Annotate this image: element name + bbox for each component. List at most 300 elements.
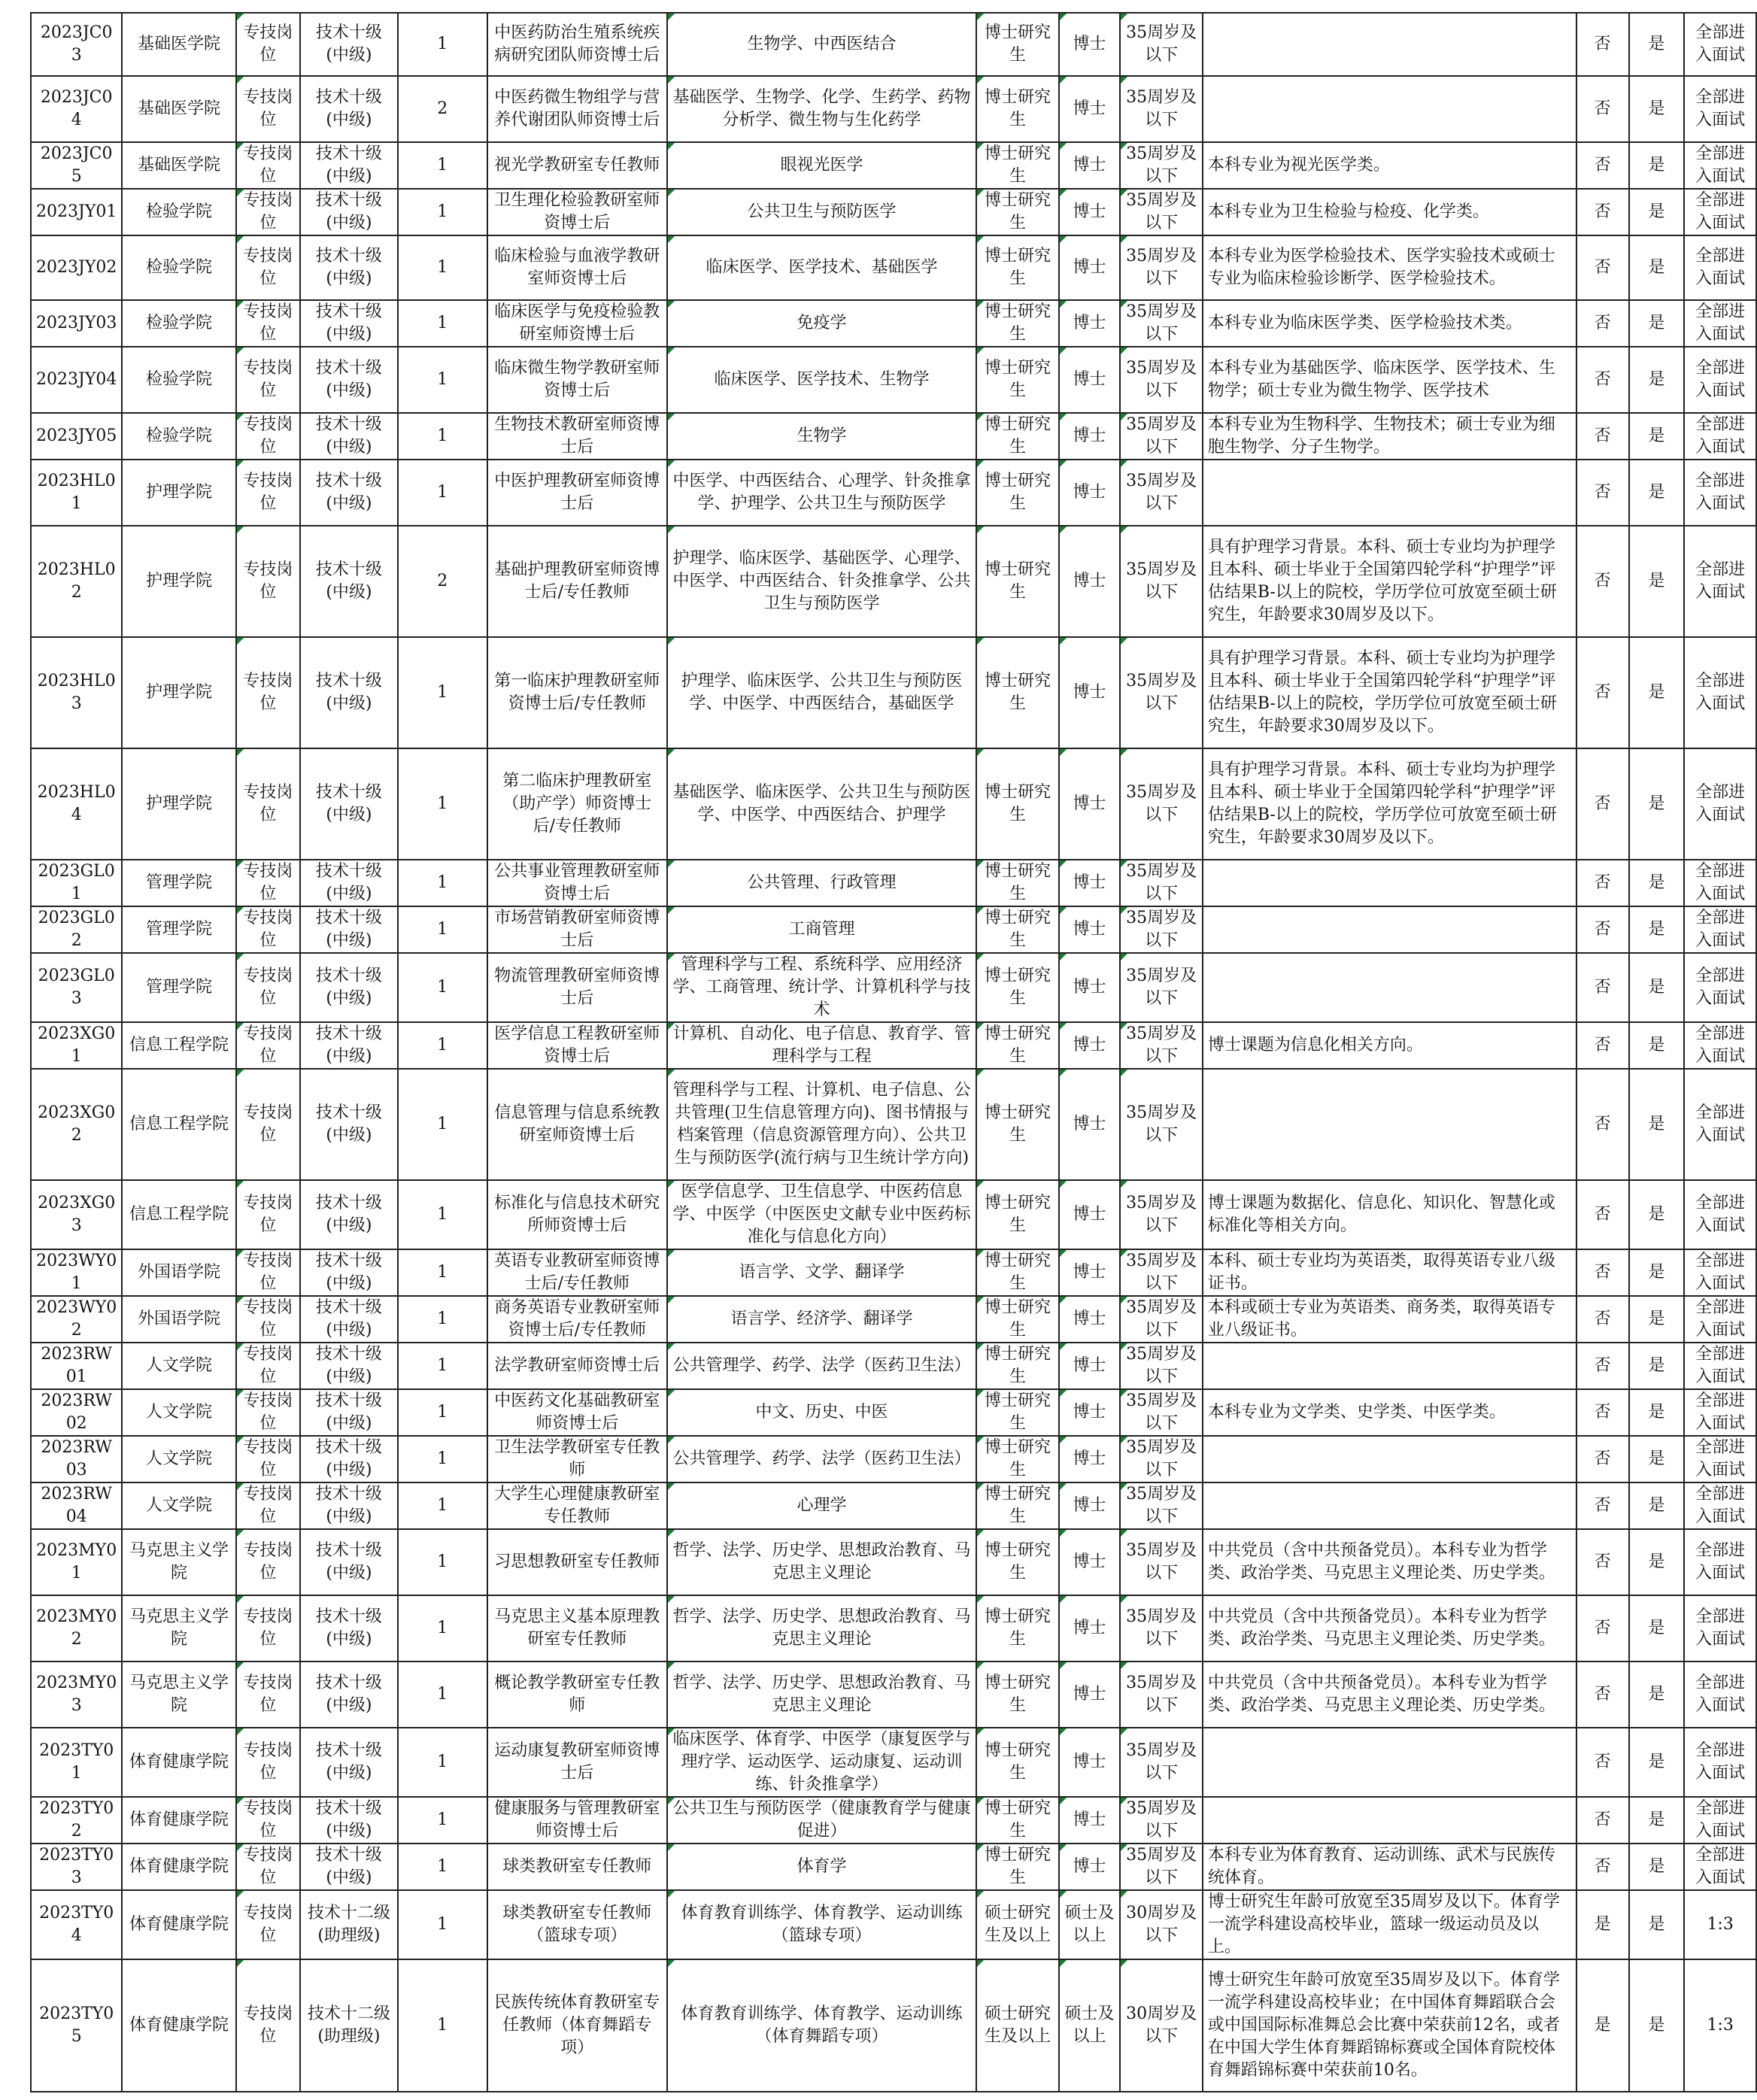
table-row: [31, 413, 1756, 460]
post-level-cell: 技术十级(中级): [300, 347, 397, 413]
table-row: [31, 1249, 1756, 1296]
age-requirement-cell: 35周岁及以下: [1120, 1022, 1202, 1069]
position-name-cell: 马克思主义基本原理教研室专任教师: [487, 1595, 667, 1661]
position-name-cell: 生物技术教研室师资博士后: [487, 413, 667, 460]
position-code-cell: 2023RW03: [31, 1436, 122, 1482]
post-level-cell: 技术十级(中级): [300, 1343, 397, 1389]
college-cell: 护理学院: [122, 748, 235, 860]
interview-cell: 是: [1629, 1844, 1685, 1890]
major-requirement-cell: 中医学、中西医结合、心理学、针灸推拿学、护理学、公共卫生与预防医学: [667, 460, 977, 526]
post-type-cell: 专技岗位: [236, 1797, 301, 1844]
interview-ratio-cell: 全部进入面试: [1684, 1844, 1756, 1890]
written-exam-cell: 否: [1576, 76, 1629, 142]
post-type-cell: 专技岗位: [236, 860, 301, 906]
interview-cell: 是: [1629, 235, 1685, 300]
interview-ratio-cell: 全部进入面试: [1684, 76, 1756, 142]
interview-ratio-cell: 全部进入面试: [1684, 1343, 1756, 1389]
written-exam-cell: 否: [1576, 906, 1629, 953]
education-cell: 博士研究生: [976, 13, 1058, 76]
college-cell: 人文学院: [122, 1436, 235, 1482]
written-exam-cell: 否: [1576, 1389, 1629, 1436]
written-exam-cell: 否: [1576, 413, 1629, 460]
age-requirement-cell: 35周岁及以下: [1120, 637, 1202, 748]
post-type-cell: 专技岗位: [236, 235, 301, 300]
hiring-count-cell: 1: [398, 413, 487, 460]
post-type-cell: 专技岗位: [236, 1296, 301, 1343]
post-level-cell: 技术十级(中级): [300, 1595, 397, 1661]
post-level-cell: 技术十级(中级): [300, 748, 397, 860]
written-exam-cell: 否: [1576, 1844, 1629, 1890]
other-requirements-cell: 本科专业为临床医学类、医学检验技术类。: [1203, 300, 1576, 347]
written-exam-cell: 否: [1576, 1069, 1629, 1180]
post-level-cell: 技术十级(中级): [300, 413, 397, 460]
post-type-cell: 专技岗位: [236, 1482, 301, 1529]
post-type-cell: 专技岗位: [236, 1661, 301, 1728]
position-code-cell: 2023HL02: [31, 526, 122, 637]
position-name-cell: 英语专业教研室师资博士后/专任教师: [487, 1249, 667, 1296]
other-requirements-cell: 本科专业为生物科学、生物技术；硕士专业为细胞生物学、分子生物学。: [1203, 413, 1576, 460]
post-type-cell: 专技岗位: [236, 1022, 301, 1069]
education-cell: 博士研究生: [976, 1797, 1058, 1844]
hiring-count-cell: 1: [398, 1595, 487, 1661]
position-code-cell: 2023HL01: [31, 460, 122, 526]
written-exam-cell: 否: [1576, 460, 1629, 526]
table-row: [31, 235, 1756, 300]
hiring-count-cell: 1: [398, 748, 487, 860]
interview-ratio-cell: 全部进入面试: [1684, 1661, 1756, 1728]
college-cell: 人文学院: [122, 1482, 235, 1529]
major-requirement-cell: 护理学、临床医学、基础医学、心理学、中医学、中西医结合、针灸推拿学、公共卫生与预防医学: [667, 526, 977, 637]
college-cell: 检验学院: [122, 235, 235, 300]
age-requirement-cell: 30周岁及以下: [1120, 1890, 1202, 1959]
college-cell: 检验学院: [122, 300, 235, 347]
other-requirements-cell: [1203, 13, 1576, 76]
post-level-cell: 技术十级(中级): [300, 1180, 397, 1249]
degree-cell: 博士: [1059, 1389, 1121, 1436]
written-exam-cell: 否: [1576, 1249, 1629, 1296]
position-code-cell: 2023HL04: [31, 748, 122, 860]
post-type-cell: 专技岗位: [236, 1595, 301, 1661]
written-exam-cell: 是: [1576, 1959, 1629, 2092]
education-cell: 博士研究生: [976, 1728, 1058, 1797]
degree-cell: 博士: [1059, 1595, 1121, 1661]
position-name-cell: 概论教学教研室专任教师: [487, 1661, 667, 1728]
degree-cell: 博士: [1059, 1797, 1121, 1844]
hiring-count-cell: 1: [398, 1343, 487, 1389]
interview-cell: 是: [1629, 1661, 1685, 1728]
interview-ratio-cell: 1:3: [1684, 1959, 1756, 2092]
position-name-cell: 习思想教研室专任教师: [487, 1529, 667, 1595]
education-cell: 博士研究生: [976, 637, 1058, 748]
position-name-cell: 市场营销教研室师资博士后: [487, 906, 667, 953]
position-name-cell: 球类教研室专任教师: [487, 1844, 667, 1890]
position-code-cell: 2023RW02: [31, 1389, 122, 1436]
other-requirements-cell: [1203, 953, 1576, 1022]
interview-cell: 是: [1629, 1249, 1685, 1296]
major-requirement-cell: 眼视光医学: [667, 142, 977, 189]
interview-cell: 是: [1629, 1959, 1685, 2092]
hiring-count-cell: 1: [398, 142, 487, 189]
hiring-count-cell: 1: [398, 235, 487, 300]
major-requirement-cell: 工商管理: [667, 906, 977, 953]
degree-cell: 博士: [1059, 860, 1121, 906]
post-type-cell: 专技岗位: [236, 460, 301, 526]
major-requirement-cell: 哲学、法学、历史学、思想政治教育、马克思主义理论: [667, 1529, 977, 1595]
position-name-cell: 卫生理化检验教研室师资博士后: [487, 189, 667, 235]
degree-cell: 博士: [1059, 1180, 1121, 1249]
interview-cell: 是: [1629, 76, 1685, 142]
table-row: [31, 1482, 1756, 1529]
post-type-cell: 专技岗位: [236, 300, 301, 347]
written-exam-cell: 否: [1576, 1797, 1629, 1844]
position-code-cell: 2023WY02: [31, 1296, 122, 1343]
college-cell: 护理学院: [122, 637, 235, 748]
degree-cell: 博士: [1059, 413, 1121, 460]
written-exam-cell: 否: [1576, 300, 1629, 347]
interview-cell: 是: [1629, 1022, 1685, 1069]
post-type-cell: 专技岗位: [236, 1249, 301, 1296]
degree-cell: 博士: [1059, 637, 1121, 748]
table-row: [31, 1844, 1756, 1890]
major-requirement-cell: 生物学: [667, 413, 977, 460]
major-requirement-cell: 体育教育训练学、体育教学、运动训练（篮球专项）: [667, 1890, 977, 1959]
position-name-cell: 医学信息工程教研室师资博士后: [487, 1022, 667, 1069]
position-code-cell: 2023GL01: [31, 860, 122, 906]
hiring-count-cell: 1: [398, 1389, 487, 1436]
major-requirement-cell: 公共管理学、药学、法学（医药卫生法）: [667, 1343, 977, 1389]
position-name-cell: 信息管理与信息系统教研室师资博士后: [487, 1069, 667, 1180]
position-name-cell: 球类教研室专任教师（篮球专项）: [487, 1890, 667, 1959]
position-name-cell: 健康服务与管理教研室师资博士后: [487, 1797, 667, 1844]
post-level-cell: 技术十级(中级): [300, 235, 397, 300]
post-level-cell: 技术十级(中级): [300, 460, 397, 526]
other-requirements-cell: 博士课题为信息化相关方向。: [1203, 1022, 1576, 1069]
post-type-cell: 专技岗位: [236, 1436, 301, 1482]
degree-cell: 博士: [1059, 460, 1121, 526]
post-level-cell: 技术十二级(助理级): [300, 1890, 397, 1959]
degree-cell: 博士: [1059, 76, 1121, 142]
college-cell: 管理学院: [122, 860, 235, 906]
table-row: [31, 1890, 1756, 1959]
other-requirements-cell: [1203, 460, 1576, 526]
degree-cell: 博士: [1059, 1436, 1121, 1482]
post-level-cell: 技术十级(中级): [300, 189, 397, 235]
hiring-count-cell: 1: [398, 347, 487, 413]
college-cell: 人文学院: [122, 1343, 235, 1389]
major-requirement-cell: 心理学: [667, 1482, 977, 1529]
college-cell: 人文学院: [122, 1389, 235, 1436]
post-type-cell: 专技岗位: [236, 1890, 301, 1959]
position-code-cell: 2023GL02: [31, 906, 122, 953]
written-exam-cell: 否: [1576, 1728, 1629, 1797]
written-exam-cell: 否: [1576, 1296, 1629, 1343]
other-requirements-cell: 博士研究生年龄可放宽至35周岁及以下。体育学一流学科建设高校毕业；在中国体育舞蹈联合会或中国国际标准舞总会比赛中荣获前12名，或者在中国大学生体育舞蹈锦标赛或全国体育院校体育舞蹈锦标赛中荣获前10名。: [1203, 1959, 1576, 2092]
interview-ratio-cell: 全部进入面试: [1684, 860, 1756, 906]
age-requirement-cell: 35周岁及以下: [1120, 235, 1202, 300]
other-requirements-cell: 本科或硕士专业为英语类、商务类，取得英语专业八级证书。: [1203, 1296, 1576, 1343]
major-requirement-cell: 临床医学、医学技术、基础医学: [667, 235, 977, 300]
degree-cell: 博士: [1059, 953, 1121, 1022]
post-level-cell: 技术十二级(助理级): [300, 1959, 397, 2092]
interview-ratio-cell: 1:3: [1684, 1890, 1756, 1959]
major-requirement-cell: 管理科学与工程、系统科学、应用经济学、工商管理、统计学、计算机科学与技术: [667, 953, 977, 1022]
age-requirement-cell: 35周岁及以下: [1120, 748, 1202, 860]
post-level-cell: 技术十级(中级): [300, 526, 397, 637]
education-cell: 博士研究生: [976, 413, 1058, 460]
post-type-cell: 专技岗位: [236, 1728, 301, 1797]
other-requirements-cell: 具有护理学习背景。本科、硕士专业均为护理学且本科、硕士毕业于全国第四轮学科“护理学”评估结果B-以上的院校，学历学位可放宽至硕士研究生，年龄要求30周岁及以下。: [1203, 748, 1576, 860]
other-requirements-cell: [1203, 1436, 1576, 1482]
interview-ratio-cell: 全部进入面试: [1684, 1069, 1756, 1180]
other-requirements-cell: [1203, 76, 1576, 142]
degree-cell: 博士: [1059, 1844, 1121, 1890]
other-requirements-cell: 本科专业为卫生检验与检疫、化学类。: [1203, 189, 1576, 235]
degree-cell: 博士: [1059, 1661, 1121, 1728]
college-cell: 信息工程学院: [122, 1022, 235, 1069]
post-level-cell: 技术十级(中级): [300, 1797, 397, 1844]
education-cell: 博士研究生: [976, 76, 1058, 142]
interview-cell: 是: [1629, 860, 1685, 906]
post-type-cell: 专技岗位: [236, 142, 301, 189]
interview-ratio-cell: 全部进入面试: [1684, 1728, 1756, 1797]
other-requirements-cell: 中共党员（含中共预备党员）。本科专业为哲学类、政治学类、马克思主义理论类、历史学类。: [1203, 1529, 1576, 1595]
interview-cell: 是: [1629, 1389, 1685, 1436]
hiring-count-cell: 1: [398, 953, 487, 1022]
position-name-cell: 物流管理教研室师资博士后: [487, 953, 667, 1022]
interview-cell: 是: [1629, 1797, 1685, 1844]
post-level-cell: 技术十级(中级): [300, 1844, 397, 1890]
hiring-count-cell: 1: [398, 1661, 487, 1728]
table-row: [31, 953, 1756, 1022]
other-requirements-cell: 中共党员（含中共预备党员）。本科专业为哲学类、政治学类、马克思主义理论类、历史学类。: [1203, 1661, 1576, 1728]
position-name-cell: 临床检验与血液学教研室师资博士后: [487, 235, 667, 300]
major-requirement-cell: 管理科学与工程、计算机、电子信息、公共管理(卫生信息管理方向)、图书情报与档案管理（信息资源管理方向）、公共卫生与预防医学(流行病与卫生统计学方向): [667, 1069, 977, 1180]
post-level-cell: 技术十级(中级): [300, 1022, 397, 1069]
major-requirement-cell: 体育学: [667, 1844, 977, 1890]
position-code-cell: 2023MY01: [31, 1529, 122, 1595]
major-requirement-cell: 基础医学、临床医学、公共卫生与预防医学、中医学、中西医结合、护理学: [667, 748, 977, 860]
hiring-count-cell: 1: [398, 1180, 487, 1249]
education-cell: 博士研究生: [976, 1180, 1058, 1249]
written-exam-cell: 否: [1576, 1343, 1629, 1389]
college-cell: 信息工程学院: [122, 1069, 235, 1180]
hiring-count-cell: 1: [398, 189, 487, 235]
written-exam-cell: 否: [1576, 748, 1629, 860]
table-row: [31, 1436, 1756, 1482]
degree-cell: 硕士及以上: [1059, 1959, 1121, 2092]
age-requirement-cell: 35周岁及以下: [1120, 1389, 1202, 1436]
education-cell: 博士研究生: [976, 1249, 1058, 1296]
position-name-cell: 公共事业管理教研室师资博士后: [487, 860, 667, 906]
education-cell: 博士研究生: [976, 1595, 1058, 1661]
college-cell: 基础医学院: [122, 142, 235, 189]
interview-ratio-cell: 全部进入面试: [1684, 1529, 1756, 1595]
post-level-cell: 技术十级(中级): [300, 1482, 397, 1529]
interview-cell: 是: [1629, 906, 1685, 953]
post-level-cell: 技术十级(中级): [300, 860, 397, 906]
table-row: [31, 1389, 1756, 1436]
interview-ratio-cell: 全部进入面试: [1684, 235, 1756, 300]
degree-cell: 博士: [1059, 1296, 1121, 1343]
major-requirement-cell: 免疫学: [667, 300, 977, 347]
interview-cell: 是: [1629, 1343, 1685, 1389]
other-requirements-cell: [1203, 1069, 1576, 1180]
post-level-cell: 技术十级(中级): [300, 637, 397, 748]
position-name-cell: 基础护理教研室师资博士后/专任教师: [487, 526, 667, 637]
interview-ratio-cell: 全部进入面试: [1684, 1389, 1756, 1436]
hiring-count-cell: 1: [398, 1436, 487, 1482]
post-level-cell: 技术十级(中级): [300, 1389, 397, 1436]
education-cell: 博士研究生: [976, 860, 1058, 906]
position-name-cell: 临床医学与免疫检验教研室师资博士后: [487, 300, 667, 347]
written-exam-cell: 是: [1576, 1890, 1629, 1959]
interview-cell: 是: [1629, 1296, 1685, 1343]
interview-ratio-cell: 全部进入面试: [1684, 1022, 1756, 1069]
position-code-cell: 2023TY01: [31, 1728, 122, 1797]
post-type-cell: 专技岗位: [236, 1389, 301, 1436]
interview-cell: 是: [1629, 13, 1685, 76]
major-requirement-cell: 语言学、文学、翻译学: [667, 1249, 977, 1296]
interview-ratio-cell: 全部进入面试: [1684, 1482, 1756, 1529]
education-cell: 博士研究生: [976, 235, 1058, 300]
interview-cell: 是: [1629, 1595, 1685, 1661]
other-requirements-cell: 本科专业为体育教育、运动训练、武术与民族传统体育。: [1203, 1844, 1576, 1890]
interview-ratio-cell: 全部进入面试: [1684, 1249, 1756, 1296]
table-row: [31, 1529, 1756, 1595]
post-type-cell: 专技岗位: [236, 953, 301, 1022]
position-code-cell: 2023JY05: [31, 413, 122, 460]
degree-cell: 博士: [1059, 1249, 1121, 1296]
written-exam-cell: 否: [1576, 637, 1629, 748]
age-requirement-cell: 35周岁及以下: [1120, 1436, 1202, 1482]
table-row: [31, 1728, 1756, 1797]
written-exam-cell: 否: [1576, 1529, 1629, 1595]
position-code-cell: 2023XG02: [31, 1069, 122, 1180]
post-type-cell: 专技岗位: [236, 906, 301, 953]
table-row: [31, 1022, 1756, 1069]
age-requirement-cell: 35周岁及以下: [1120, 1249, 1202, 1296]
post-type-cell: 专技岗位: [236, 347, 301, 413]
degree-cell: 博士: [1059, 235, 1121, 300]
written-exam-cell: 否: [1576, 1022, 1629, 1069]
age-requirement-cell: 35周岁及以下: [1120, 1482, 1202, 1529]
college-cell: 检验学院: [122, 189, 235, 235]
interview-ratio-cell: 全部进入面试: [1684, 142, 1756, 189]
education-cell: 博士研究生: [976, 1069, 1058, 1180]
table-row: [31, 1180, 1756, 1249]
post-level-cell: 技术十级(中级): [300, 1728, 397, 1797]
position-code-cell: 2023GL03: [31, 953, 122, 1022]
age-requirement-cell: 35周岁及以下: [1120, 142, 1202, 189]
table-row: [31, 13, 1756, 76]
college-cell: 体育健康学院: [122, 1844, 235, 1890]
major-requirement-cell: 临床医学、体育学、中医学（康复医学与理疗学、运动医学、运动康复、运动训练、针灸推拿学）: [667, 1728, 977, 1797]
interview-ratio-cell: 全部进入面试: [1684, 748, 1756, 860]
education-cell: 博士研究生: [976, 1529, 1058, 1595]
interview-ratio-cell: 全部进入面试: [1684, 189, 1756, 235]
college-cell: 马克思主义学院: [122, 1529, 235, 1595]
hiring-count-cell: 1: [398, 1296, 487, 1343]
other-requirements-cell: 本科专业为视光医学类。: [1203, 142, 1576, 189]
other-requirements-cell: 博士课题为数据化、信息化、知识化、智慧化或标准化等相关方向。: [1203, 1180, 1576, 1249]
education-cell: 硕士研究生及以上: [976, 1959, 1058, 2092]
degree-cell: 博士: [1059, 189, 1121, 235]
degree-cell: 博士: [1059, 526, 1121, 637]
interview-cell: 是: [1629, 142, 1685, 189]
hiring-count-cell: 1: [398, 1728, 487, 1797]
hiring-count-cell: 2: [398, 76, 487, 142]
post-type-cell: 专技岗位: [236, 189, 301, 235]
other-requirements-cell: 具有护理学习背景。本科、硕士专业均为护理学且本科、硕士毕业于全国第四轮学科“护理学”评估结果B-以上的院校，学历学位可放宽至硕士研究生，年龄要求30周岁及以下。: [1203, 637, 1576, 748]
age-requirement-cell: 35周岁及以下: [1120, 460, 1202, 526]
hiring-count-cell: 1: [398, 1797, 487, 1844]
college-cell: 检验学院: [122, 413, 235, 460]
degree-cell: 硕士及以上: [1059, 1890, 1121, 1959]
hiring-count-cell: 1: [398, 460, 487, 526]
position-code-cell: 2023MY02: [31, 1595, 122, 1661]
table-row: [31, 300, 1756, 347]
written-exam-cell: 否: [1576, 860, 1629, 906]
position-code-cell: 2023WY01: [31, 1249, 122, 1296]
post-level-cell: 技术十级(中级): [300, 1661, 397, 1728]
table-row: [31, 1069, 1756, 1180]
degree-cell: 博士: [1059, 1482, 1121, 1529]
position-name-cell: 临床微生物学教研室师资博士后: [487, 347, 667, 413]
other-requirements-cell: [1203, 1482, 1576, 1529]
interview-ratio-cell: 全部进入面试: [1684, 1436, 1756, 1482]
interview-cell: 是: [1629, 953, 1685, 1022]
recruitment-table: [30, 12, 1757, 2092]
age-requirement-cell: 35周岁及以下: [1120, 906, 1202, 953]
post-type-cell: 专技岗位: [236, 1529, 301, 1595]
post-level-cell: 技术十级(中级): [300, 953, 397, 1022]
education-cell: 博士研究生: [976, 748, 1058, 860]
post-level-cell: 技术十级(中级): [300, 76, 397, 142]
major-requirement-cell: 医学信息学、卫生信息学、中医药信息学、中医学（中医医史文献专业中医药标准化与信息化方向）: [667, 1180, 977, 1249]
table-row: [31, 906, 1756, 953]
hiring-count-cell: 1: [398, 1890, 487, 1959]
table-row: [31, 748, 1756, 860]
degree-cell: 博士: [1059, 347, 1121, 413]
age-requirement-cell: 35周岁及以下: [1120, 1728, 1202, 1797]
degree-cell: 博士: [1059, 1728, 1121, 1797]
position-code-cell: 2023JC03: [31, 13, 122, 76]
other-requirements-cell: 本科专业为基础医学、临床医学、医学技术、生物学；硕士专业为微生物学、医学技术: [1203, 347, 1576, 413]
degree-cell: 博士: [1059, 1069, 1121, 1180]
hiring-count-cell: 1: [398, 860, 487, 906]
degree-cell: 博士: [1059, 1343, 1121, 1389]
written-exam-cell: 否: [1576, 1661, 1629, 1728]
post-type-cell: 专技岗位: [236, 1069, 301, 1180]
education-cell: 博士研究生: [976, 1482, 1058, 1529]
interview-ratio-cell: 全部进入面试: [1684, 460, 1756, 526]
hiring-count-cell: 1: [398, 1529, 487, 1595]
age-requirement-cell: 35周岁及以下: [1120, 1296, 1202, 1343]
major-requirement-cell: 语言学、经济学、翻译学: [667, 1296, 977, 1343]
interview-cell: 是: [1629, 189, 1685, 235]
position-name-cell: 标准化与信息技术研究所师资博士后: [487, 1180, 667, 1249]
college-cell: 护理学院: [122, 460, 235, 526]
education-cell: 博士研究生: [976, 906, 1058, 953]
age-requirement-cell: 30周岁及以下: [1120, 1959, 1202, 2092]
interview-ratio-cell: 全部进入面试: [1684, 526, 1756, 637]
position-name-cell: 第二临床护理教研室（助产学）师资博士后/专任教师: [487, 748, 667, 860]
post-level-cell: 技术十级(中级): [300, 300, 397, 347]
post-level-cell: 技术十级(中级): [300, 906, 397, 953]
education-cell: 博士研究生: [976, 1389, 1058, 1436]
college-cell: 管理学院: [122, 906, 235, 953]
degree-cell: 博士: [1059, 1529, 1121, 1595]
